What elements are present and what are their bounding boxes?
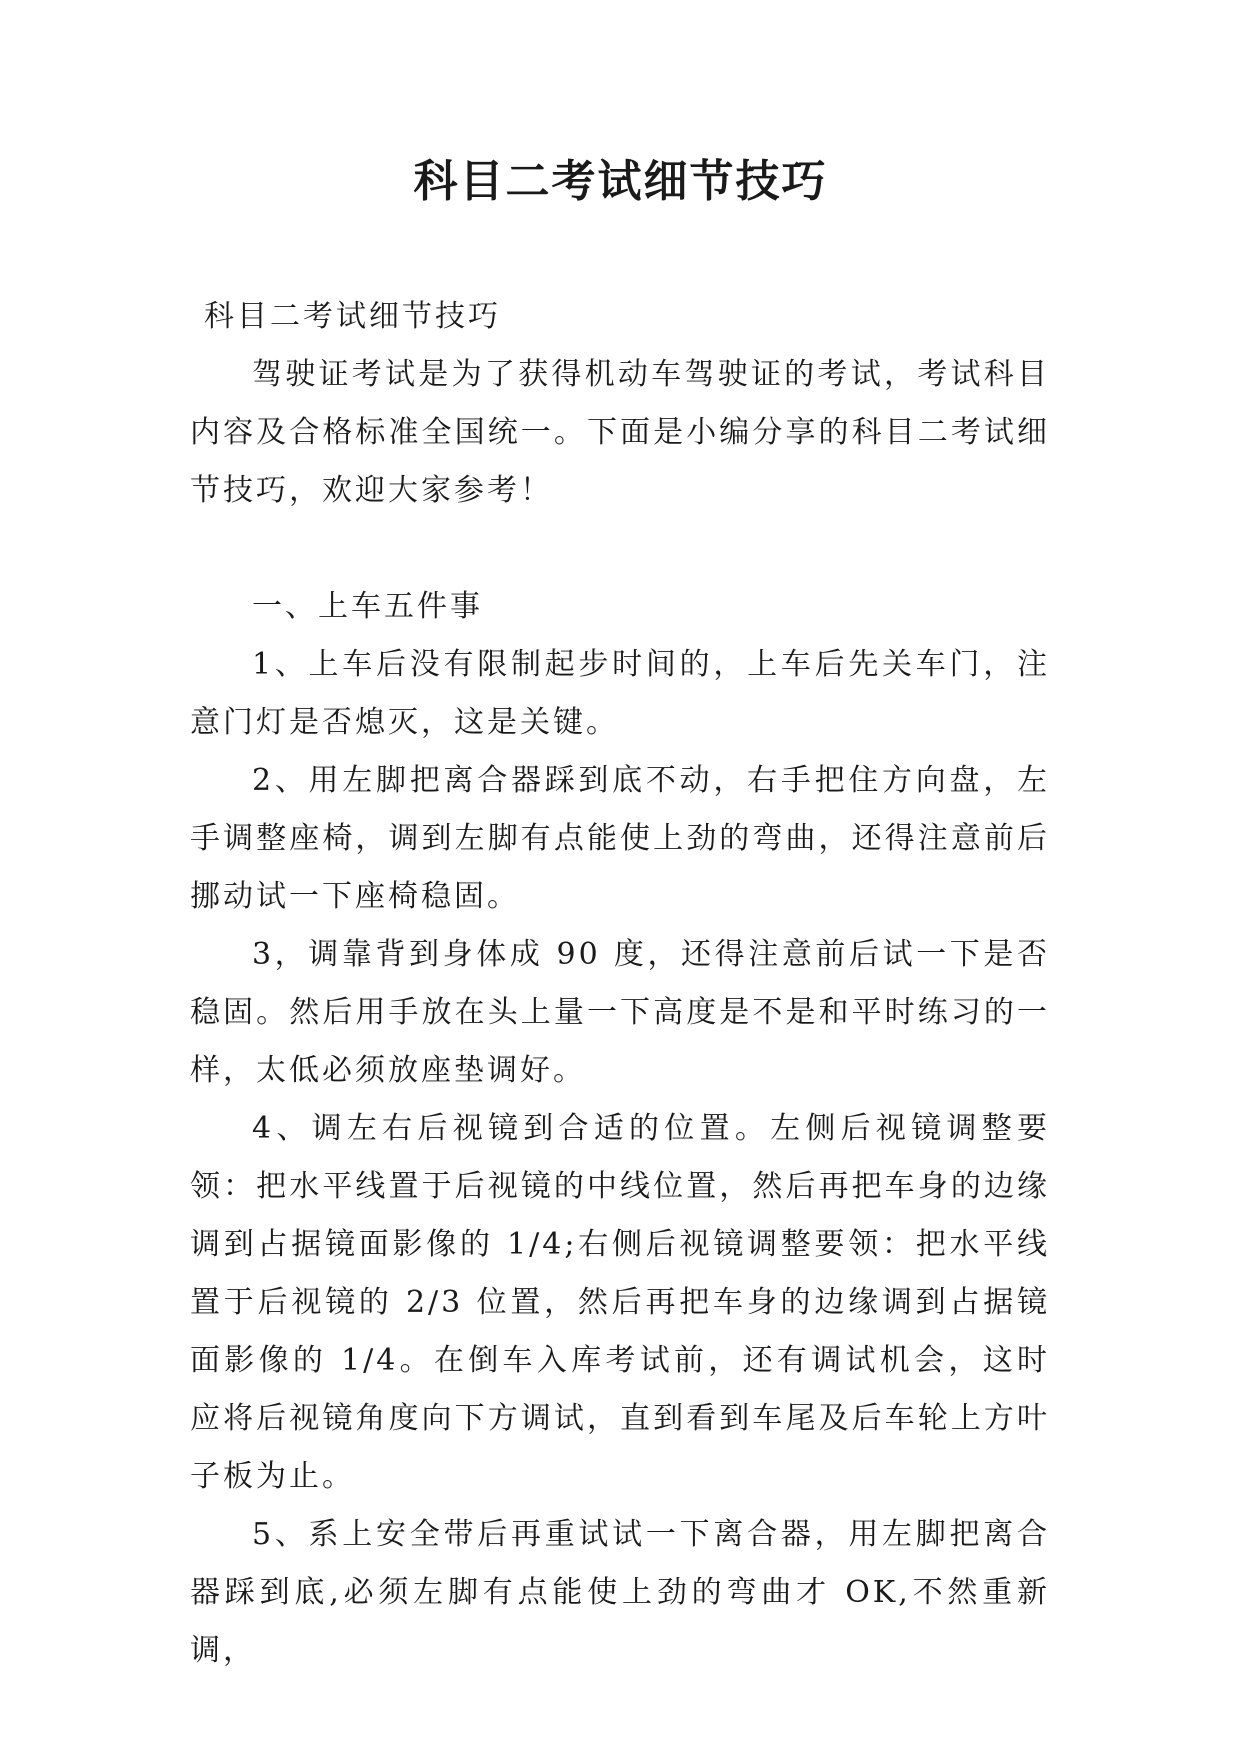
list-item: 5、系上安全带后再重试试一下离合器，用左脚把离合器踩到底,必须左脚有点能使上劲的弯曲才 OK,不然重新调，	[190, 1517, 1050, 1668]
section-heading: 一、上车五件事	[252, 589, 483, 624]
document-body	[190, 288, 1050, 1680]
document-title: 科目二考试细节技巧	[413, 156, 828, 207]
list-item: 3，调靠背到身体成 90 度，还得注意前后试一下是否稳固。然后用手放在头上量一下高度是不是和平时练习的一样，太低必须放座垫调好。	[190, 937, 1050, 1088]
list-item: 2、用左脚把离合器踩到底不动，右手把住方向盘，左手调整座椅，调到左脚有点能使上劲的弯曲，还得注意前后挪动试一下座椅稳固。	[190, 763, 1050, 914]
paragraph-spacer	[190, 520, 1050, 578]
intro-paragraph: 驾驶证考试是为了获得机动车驾驶证的考试，考试科目内容及合格标准全国统一。下面是小编分享的科目二考试细节技巧，欢迎大家参考！	[190, 357, 1050, 508]
list-item: 1、上车后没有限制起步时间的，上车后先关车门，注意门灯是否熄灭，这是关键。	[190, 647, 1050, 740]
document-subtitle: 科目二考试细节技巧	[204, 299, 501, 334]
list-item: 4、调左右后视镜到合适的位置。左侧后视镜调整要领：把水平线置于后视镜的中线位置，然后再把车身的边缘调到占据镜面影像的 1/4;右侧后视镜调整要领：把水平线置于后视镜的 2/3 位置，然后再把车身的边缘调到占据镜面影像的 1/4。在倒车入库考试前，还有调试机会，这时应将后视镜角度向下方调试，直到看到车尾及后车轮上方叶子板为止。	[190, 1111, 1050, 1494]
